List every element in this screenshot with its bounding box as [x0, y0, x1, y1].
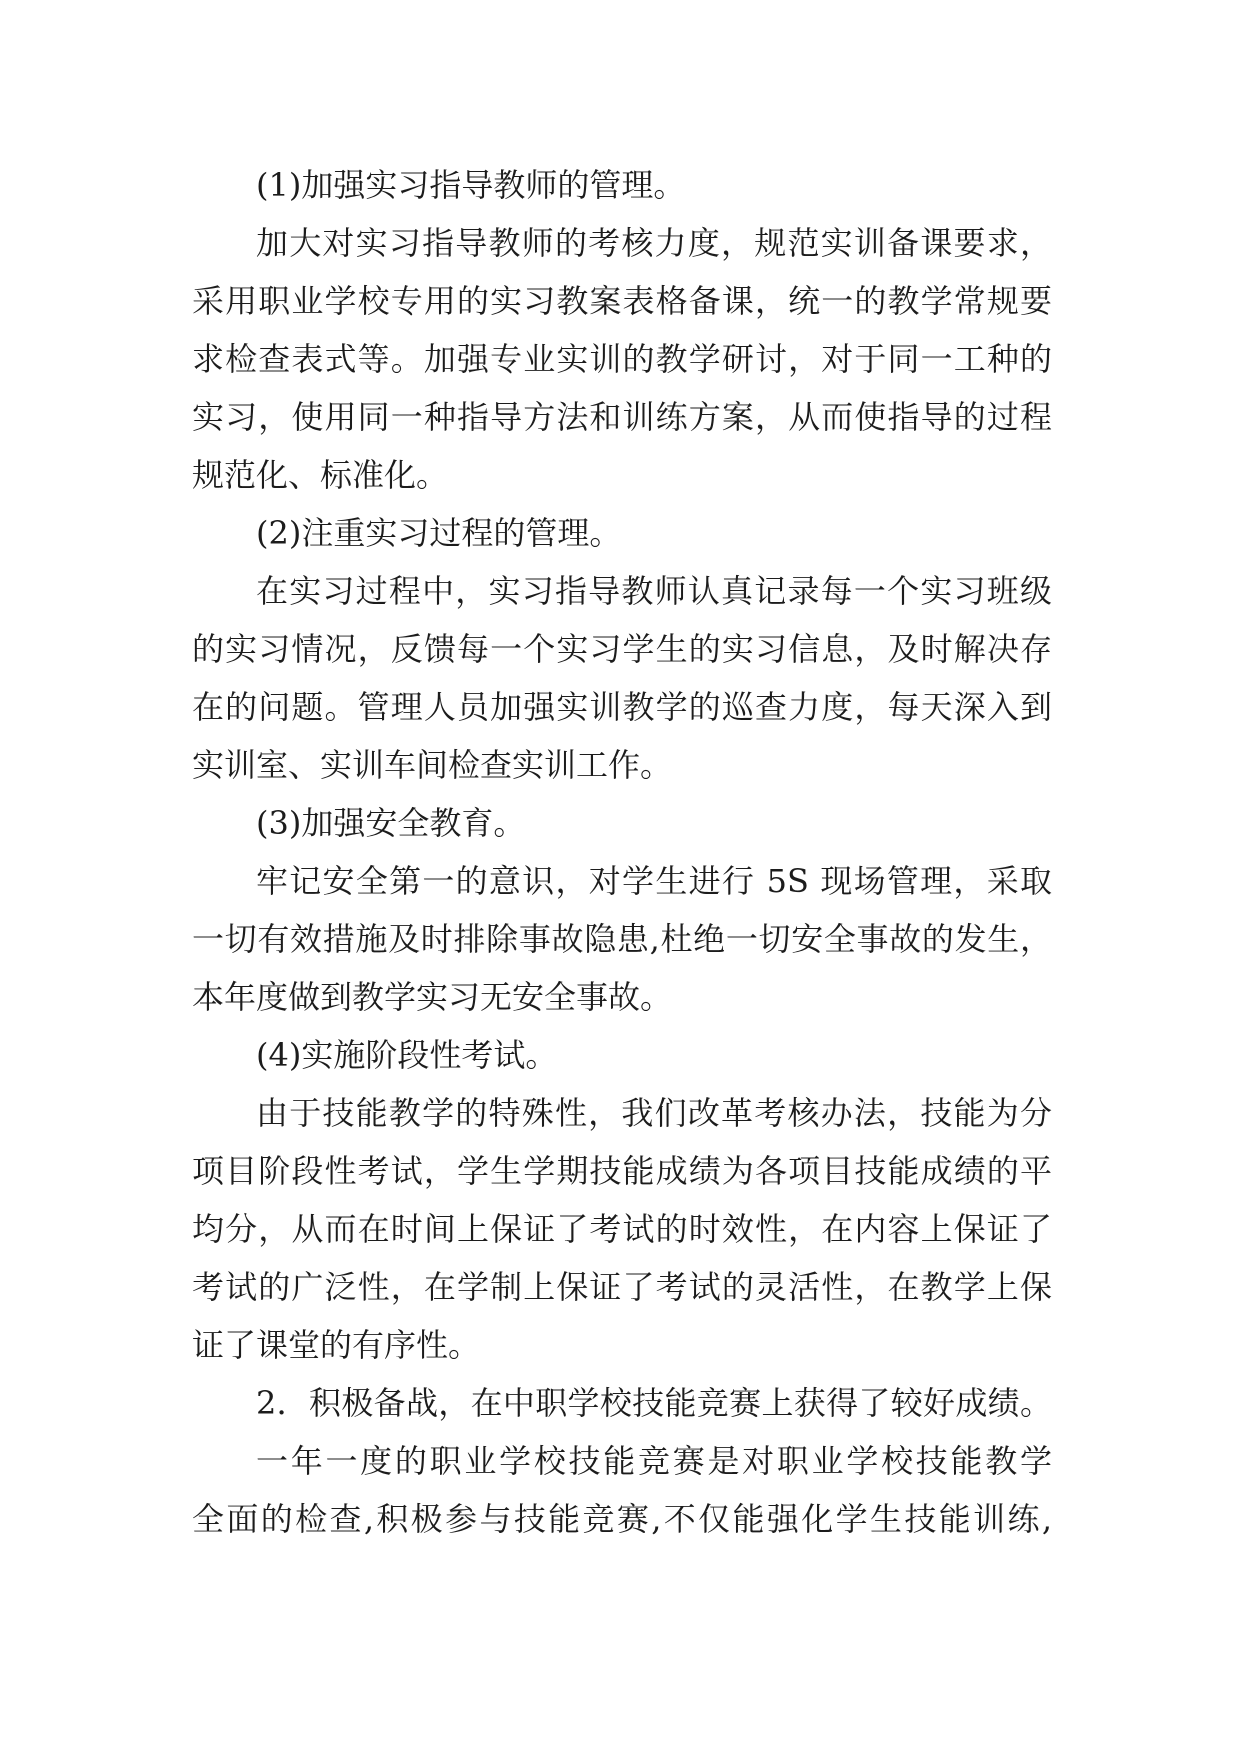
- paragraph-line: 在实习过程中，实习指导教师认真记录每一个实习班级: [256, 572, 1052, 610]
- section-heading-1: (1)加强实习指导教师的管理。: [256, 166, 686, 204]
- paragraph-line: 牢记安全第一的意识，对学生进行 5S 现场管理，采取: [256, 862, 1052, 900]
- paragraph-line: 加大对实习指导教师的考核力度，规范实训备课要求，: [256, 224, 1052, 262]
- paragraph-line: 考试的广泛性，在学制上保证了考试的灵活性，在教学上保: [192, 1268, 1052, 1306]
- paragraph-line: 实习，使用同一种指导方法和训练方案，从而使指导的过程: [192, 398, 1052, 436]
- section-heading-main-2: 2．积极备战，在中职学校技能竞赛上获得了较好成绩。: [256, 1384, 1052, 1422]
- paragraph-line: 在的问题。管理人员加强实训教学的巡查力度，每天深入到: [192, 688, 1052, 726]
- document-body: [192, 156, 1052, 1548]
- paragraph-line: 项目阶段性考试，学生学期技能成绩为各项目技能成绩的平: [192, 1152, 1052, 1190]
- paragraph-line: 采用职业学校专用的实习教案表格备课，统一的教学常规要: [192, 282, 1052, 320]
- paragraph-line: 求检查表式等。加强专业实训的教学研讨，对于同一工种的: [192, 340, 1052, 378]
- paragraph-line: 均分，从而在时间上保证了考试的时效性，在内容上保证了: [192, 1210, 1052, 1248]
- paragraph-line: 证了课堂的有序性。: [192, 1326, 481, 1364]
- paragraph-line: 一年一度的职业学校技能竞赛是对职业学校技能教学: [256, 1442, 1052, 1480]
- paragraph-line: 规范化、标准化。: [192, 456, 449, 494]
- paragraph-line: 实训室、实训车间检查实训工作。: [192, 746, 673, 784]
- paragraph-line: 由于技能教学的特殊性，我们改革考核办法，技能为分: [256, 1094, 1052, 1132]
- paragraph-line: 本年度做到教学实习无安全事故。: [192, 978, 673, 1016]
- paragraph-line: 全面的检查,积极参与技能竞赛,不仅能强化学生技能训练,: [192, 1500, 1052, 1538]
- section-heading-2: (2)注重实习过程的管理。: [256, 514, 622, 552]
- paragraph-line: 的实习情况，反馈每一个实习学生的实习信息，及时解决存: [192, 630, 1052, 668]
- paragraph-line: 一切有效措施及时排除事故隐患,杜绝一切安全事故的发生，: [192, 920, 1052, 958]
- section-heading-3: (3)加强安全教育。: [256, 804, 526, 842]
- section-heading-4: (4)实施阶段性考试。: [256, 1036, 558, 1074]
